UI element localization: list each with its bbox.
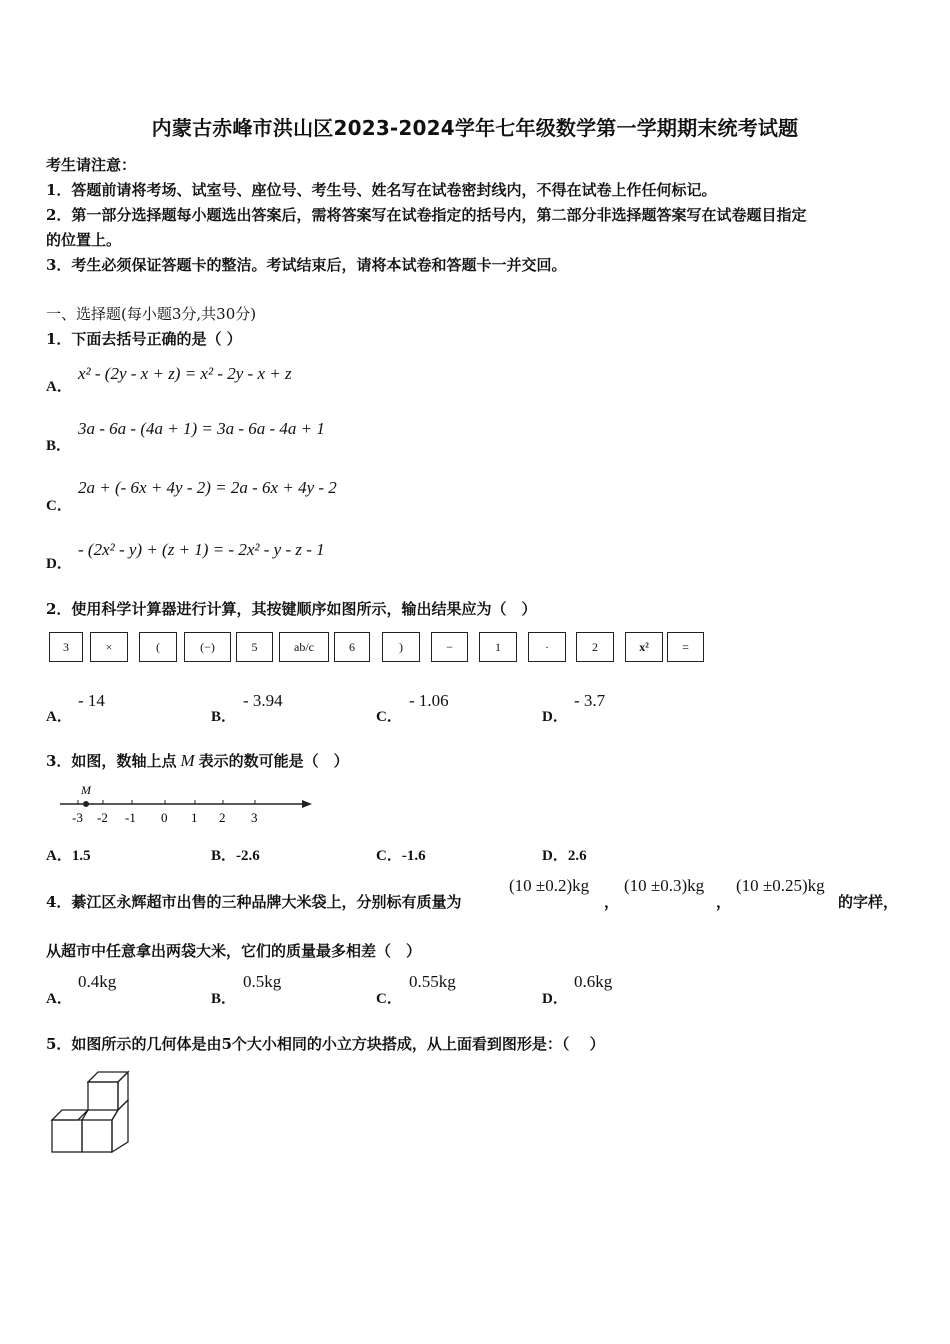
section-heading: 一、选择题(每小题3分,共30分) [46,305,257,323]
notice-item-3: 3．考生必须保证答题卡的整洁。考试结束后，请将本试卷和答题卡一并交回。 [46,256,567,274]
q1-option-b-expr: 3a - 6a - (4a + 1) = 3a - 6a - 4a + 1 [78,419,325,438]
q4-option-a-label: A． [46,991,72,1007]
notice-item-2-cont: 的位置上。 [46,231,122,249]
q4-option-b-label: B． [211,991,237,1007]
calc-key-open-paren: ( [139,632,177,662]
q3-option-b: B．-2.6 [211,848,260,864]
q3-option-d: D．2.6 [542,848,587,864]
tick-label: 1 [191,810,198,825]
q4-sep-2: ， [716,893,732,911]
calc-key-5: 5 [236,632,273,662]
tick-label: 2 [219,810,226,825]
q1-option-c-expr: 2a + (- 6x + 4y - 2) = 2a - 6x + 4y - 2 [78,478,337,497]
q5-stem: 5．如图所示的几何体是由5个大小相同的小立方块搭成，从上面看到图形是：（ ） [46,1035,605,1053]
calc-key-multiply: × [90,632,128,662]
calc-key-6: 6 [334,632,370,662]
q2-option-d-value: - 3.7 [574,691,606,710]
q4-stem-post: 的字样， [838,893,899,911]
q2-option-a-value: - 14 [78,691,105,710]
notice-heading: 考生请注意： [46,156,137,174]
cube-figure [48,1068,134,1156]
point-m [83,801,89,807]
number-line-arrow [302,800,312,808]
q4-stem-line2: 从超市中任意拿出两袋大米，它们的质量最多相差（ ） [46,942,422,960]
calc-key-close-paren: ) [382,632,420,662]
notice-item-2: 2．第一部分选择题每小题选出答案后，需将答案写在试卷指定的括号内，第二部分非选择题答案写在试卷题目指定 [46,206,807,224]
q3-option-a: A．1.5 [46,848,91,864]
tick-label: -1 [125,810,136,825]
tick-label: 0 [161,810,168,825]
q4-option-b-value: 0.5kg [243,972,282,991]
notice-item-1: 1．答题前请将考场、试室号、座位号、考生号、姓名写在试卷密封线内，不得在试卷上作任何标记。 [46,181,717,199]
point-m-label: M [81,783,91,797]
tick-label: 3 [251,810,258,825]
q2-option-b-label: B． [211,709,237,725]
calc-key-2: 2 [576,632,614,662]
calc-key-equals: = [667,632,704,662]
q4-option-c-label: C． [376,991,402,1007]
page-title: 内蒙古赤峰市洪山区2023-2024学年七年级数学第一学期期末统考试题 [151,116,799,140]
q4-option-a-value: 0.4kg [78,972,117,991]
q1-option-d-expr: - (2x² - y) + (z + 1) = - 2x² - y - z - 1 [78,540,325,559]
q4-sep-1: ， [604,893,620,911]
calc-key-negative: (−) [184,632,231,662]
q4-option-d-label: D． [542,991,568,1007]
q2-option-d-label: D． [542,709,568,725]
calc-key-3: 3 [49,632,83,662]
q4-option-c-value: 0.55kg [409,972,456,991]
q4-mass-2: (10 ±0.3)kg [624,876,705,895]
q1-option-c-label: C． [46,498,72,514]
calc-key-dot: · [528,632,566,662]
calc-key-1: 1 [479,632,517,662]
q2-option-a-label: A． [46,709,72,725]
q4-stem-pre: 4．綦江区永辉超市出售的三种品牌大米袋上，分别标有质量为 [46,893,462,911]
q1-option-a-label: A． [46,379,72,395]
q4-option-d-value: 0.6kg [574,972,613,991]
tick-label: -2 [97,810,108,825]
q4-mass-1: (10 ±0.2)kg [509,876,590,895]
q3-stem: 3．如图，数轴上点 M 表示的数可能是（ ） [46,751,349,770]
calc-key-fraction: ab/c [279,632,329,662]
q1-stem: 1．下面去括号正确的是（ ） [46,330,242,348]
calc-key-minus: − [431,632,468,662]
q2-option-b-value: - 3.94 [243,691,283,710]
tick-label: -3 [72,810,83,825]
q1-option-a-expr: x² - (2y - x + z) = x² - 2y - x + z [78,364,292,383]
q4-mass-3: (10 ±0.25)kg [736,876,825,895]
q2-option-c-label: C． [376,709,402,725]
calc-key-square: x² [625,632,663,662]
q2-option-c-value: - 1.06 [409,691,449,710]
q2-stem: 2．使用科学计算器进行计算，其按键顺序如图所示，输出结果应为（ ） [46,600,537,618]
number-line [52,778,322,828]
q3-option-c: C．-1.6 [376,848,426,864]
q1-option-b-label: B． [46,438,72,454]
q1-option-d-label: D． [46,556,72,572]
